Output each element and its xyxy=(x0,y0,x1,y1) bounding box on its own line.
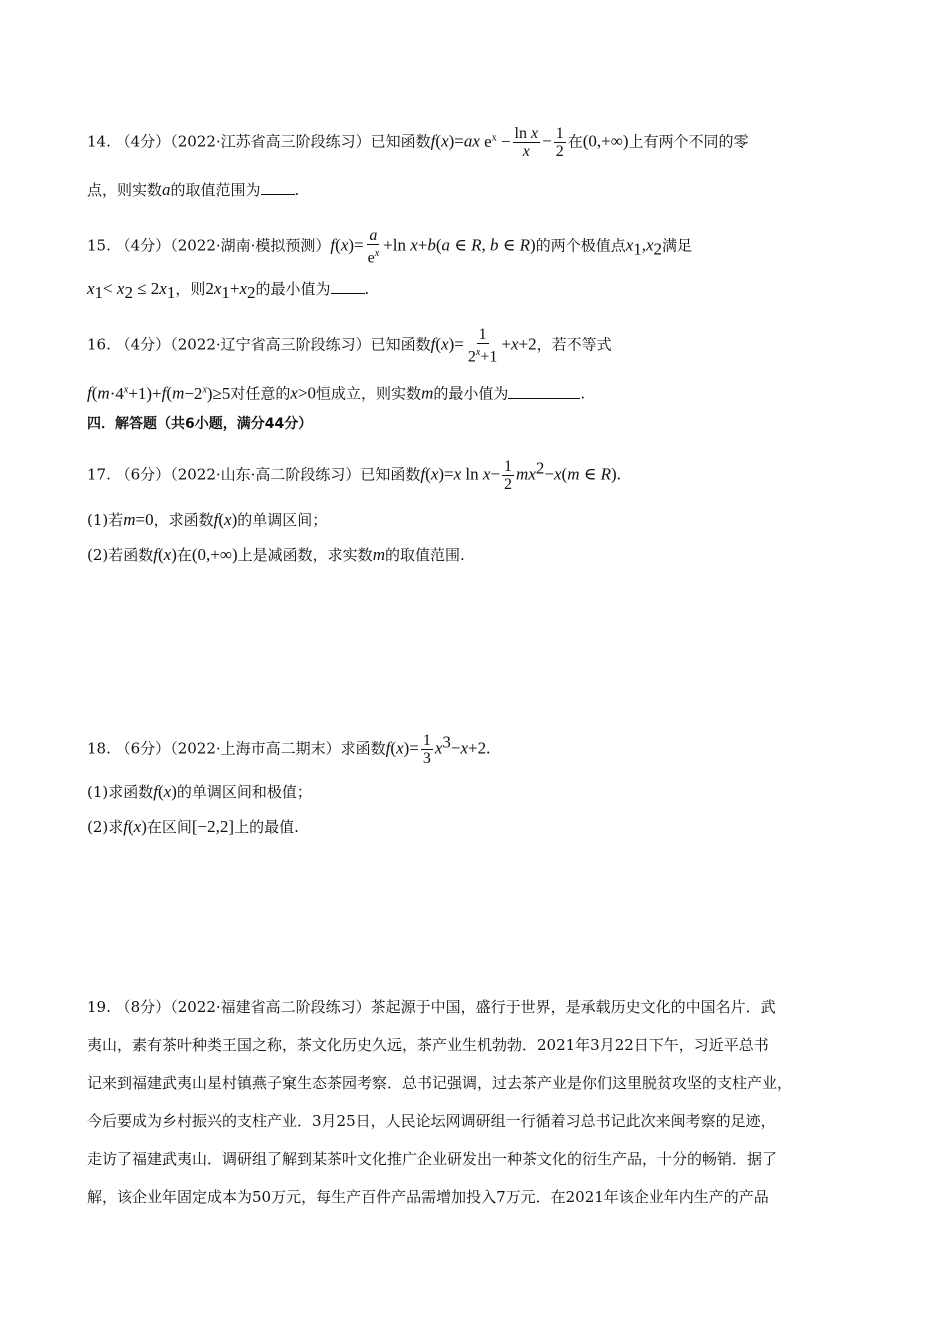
q16-fraction: $\frac{1}{2^x+1}$ xyxy=(467,326,498,366)
q14-tail: 上有两个不同的零 xyxy=(628,132,749,151)
q15-number: 15. xyxy=(87,236,111,255)
q14-line-1: 14. （4分）（2022·江苏省高三阶段练习）已知函数f(x)=ax $e^x$ − $\frac{\text{ln x}}{x}$ − $\frac{1}{2}$ 在(0,+∞)上有两个不同的零 xyxy=(87,125,749,160)
q17-part-2: (2)若函数f(x)在(0,+∞)上是减函数，求实数m的取值范围. xyxy=(87,545,465,564)
q19-line-5: 走访了福建武夷山．调研组了解到某茶叶文化推广企业研发出一种茶文化的衍生产品，十分的畅销．据了 xyxy=(87,1150,778,1168)
q14-score: （4分） xyxy=(115,132,171,151)
q14-number: 14. xyxy=(87,132,111,151)
q16-answer-blank[interactable] xyxy=(508,384,580,399)
q17-line-1: 17. （6分）（2022·山东·高二阶段练习）已知函数f(x)=x ln x− $\frac{1}{2}$ $mx^2-x(m$ ∈ R). xyxy=(87,458,621,493)
q17-score: （6分） xyxy=(115,465,171,484)
q18-line-1: 18. （6分）（2022·上海市高二期末）求函数f(x)= $\frac{1}{3}$ $x^3-x+2$. xyxy=(87,732,491,767)
q14-line-2: 点，则实数a的取值范围为 . xyxy=(87,180,300,199)
q14-lead: 已知函数 xyxy=(370,132,431,151)
q17-part-1: (1)若m=0，求函数f(x)的单调区间； xyxy=(87,510,328,529)
q16-number: 16. xyxy=(87,335,111,354)
q19-paragraph xyxy=(87,992,862,1212)
q14-source: （2022·江苏省高三阶段练习） xyxy=(170,132,371,151)
section-heading: 四．解答题（共6小题，满分44分） xyxy=(87,416,313,432)
q14-fraction-half: $\frac{1}{2}$ xyxy=(555,125,564,160)
q19-line-1: 19. （8分）（2022·福建省高二阶段练习）茶起源于中国，盛行于世界，是承载历史文化的中国名片．武 xyxy=(87,998,776,1016)
q14-formula: f xyxy=(430,131,436,151)
q19-line-4: 今后要成为乡村振兴的支柱产业．3月25日，人民论坛网调研组一行循着习总书记此次来闽考察的足迹， xyxy=(87,1112,776,1130)
q15-answer-blank[interactable] xyxy=(331,279,365,294)
q19-line-3: 记来到福建武夷山星村镇燕子窠生态茶园考察．总书记强调，过去茶产业是你们这里脱贫攻坚的支柱产业， xyxy=(87,1074,793,1092)
q15-score: （4分） xyxy=(115,236,171,255)
q18-part-2: (2)求f(x)在区间[−2,2]上的最值. xyxy=(87,817,299,836)
q18-fraction-third: $\frac{1}{3}$ xyxy=(422,732,431,767)
q19-source: （2022·福建省高二阶段练习） xyxy=(170,998,371,1016)
q14-fraction-lnx-over-x: $\frac{\text{ln x}}{x}$ xyxy=(514,125,539,160)
q19-line-2: 夷山，素有茶叶种类王国之称，茶文化历史久远，茶产业生机勃勃．2021年3月22日下午，习近平总书 xyxy=(87,1036,769,1054)
q18-number: 18. xyxy=(87,739,111,758)
q17-fraction-half: $\frac{1}{2}$ xyxy=(504,458,513,493)
q19-number: 19. xyxy=(87,998,111,1016)
q17-number: 17. xyxy=(87,465,111,484)
q14-answer-blank[interactable] xyxy=(261,180,295,195)
q15-fraction-a-over-ex: $\frac{a}{e^x}$ xyxy=(367,227,380,267)
q15-line-1: 15. （4分）（2022·湖南·模拟预测）f(x)= $\frac{a}{e^x}$ +ln x+b(a ∈ R, b ∈ R)的两个极值点$x_1,x_2$满足 xyxy=(87,227,693,267)
q15-line-2: $x_1< x_2 \le 2x_1$，则$2x_1+x_2$的最小值为 . xyxy=(87,279,370,302)
q16-line-1: 16. （4分）（2022·辽宁省高三阶段练习）已知函数f(x)= $\frac{1}{2^x+1}$ +x+2，若不等式 xyxy=(87,326,612,366)
q16-score: （4分） xyxy=(115,335,171,354)
q19-line-6: 解，该企业年固定成本为50万元，每生产百件产品需增加投入7万元．在2021年该企业年内生产的产品 xyxy=(87,1188,769,1206)
q16-line-2: $f(m\cdot 4^x+1)+f(m-2^x)\ge 5$对任意的x>0恒成立，则实数m的最小值为 . xyxy=(87,383,586,403)
q18-part-1: (1)求函数f(x)的单调区间和极值； xyxy=(87,782,312,801)
q19-score: （8分） xyxy=(115,998,171,1016)
q18-source: （2022·上海市高二期末） xyxy=(170,739,341,758)
q18-score: （6分） xyxy=(115,739,171,758)
q15-source: （2022·湖南·模拟预测） xyxy=(170,236,331,255)
q17-source: （2022·山东·高二阶段练习） xyxy=(170,465,361,484)
q16-source: （2022·辽宁省高三阶段练习） xyxy=(170,335,371,354)
